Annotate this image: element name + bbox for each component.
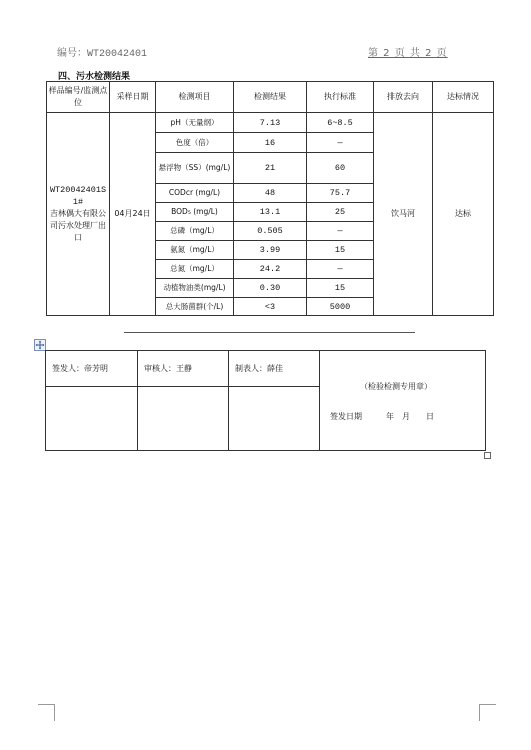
preparer-signature-space <box>229 387 320 451</box>
item-cell: 总大肠菌群(个/L) <box>156 298 234 316</box>
preparer-label: 制表人：薛佳 <box>229 351 320 387</box>
result-cell: 7.13 <box>234 113 307 133</box>
table-row <box>47 113 494 133</box>
col-header-sample: 样品编号/监测点位 <box>47 82 110 113</box>
issuer-label: 签发人：帝芳明 <box>46 351 138 387</box>
item-cell: pH（无量纲） <box>156 113 234 133</box>
page-corner-mark-left <box>38 704 55 721</box>
divider-line <box>124 332 415 333</box>
standard-cell: 75.7 <box>307 184 374 203</box>
result-cell: 13.1 <box>234 203 307 222</box>
standard-cell: 25 <box>307 203 374 222</box>
signature-label-row <box>46 351 486 387</box>
result-cell: 24.2 <box>234 260 307 279</box>
page-corner-mark-right <box>479 704 496 721</box>
item-cell: CODcr (mg/L) <box>156 184 234 203</box>
result-cell: <3 <box>234 298 307 316</box>
results-table <box>46 81 494 316</box>
result-cell: 48 <box>234 184 307 203</box>
sample-date: 04月24日 <box>110 113 156 316</box>
issue-date: 签发日期 年 月 日 <box>330 412 434 421</box>
result-cell: 21 <box>234 153 307 184</box>
standard-cell: — <box>307 222 374 241</box>
col-header-discharge: 排放去向 <box>374 82 433 113</box>
discharge-cell: 饮马河 <box>374 113 433 316</box>
item-cell: 总磷（mg/L） <box>156 222 234 241</box>
result-cell: 0.505 <box>234 222 307 241</box>
standard-cell: 6~8.5 <box>307 113 374 133</box>
item-cell: 色度（倍） <box>156 133 234 153</box>
result-cell: 0.30 <box>234 279 307 298</box>
reviewer-signature-space <box>138 387 229 451</box>
standard-cell: 15 <box>307 279 374 298</box>
sample-id: WT20042401S 1# <box>49 185 107 207</box>
sample-cell <box>47 113 110 316</box>
item-cell: 氨氮（mg/L） <box>156 241 234 260</box>
item-cell: 动植物油类(mg/L) <box>156 279 234 298</box>
result-cell: 3.99 <box>234 241 307 260</box>
sample-location: 吉林偶大有限公司污水处理厂出口 <box>50 209 106 242</box>
report-number: 编号：WT20042401 <box>57 49 148 60</box>
section-title: 四、污水检测结果 <box>58 72 131 82</box>
reviewer-label: 审核人：王静 <box>138 351 229 387</box>
col-header-result: 检测结果 <box>234 82 307 113</box>
seal-text: （检验检测专用章） <box>360 382 432 391</box>
signature-table <box>45 350 486 451</box>
standard-cell: 60 <box>307 153 374 184</box>
col-header-compliance: 达标情况 <box>433 82 494 113</box>
standard-cell: 15 <box>307 241 374 260</box>
issuer-signature-space <box>46 387 138 451</box>
page-info: 第 2 页 共 2 页 <box>368 48 448 59</box>
col-header-date: 采样日期 <box>110 82 156 113</box>
standard-cell: — <box>307 260 374 279</box>
compliance-cell: 达标 <box>433 113 494 316</box>
item-cell: BOD₅ (mg/L) <box>156 203 234 222</box>
result-cell: 16 <box>234 133 307 153</box>
col-header-item: 检测项目 <box>156 82 234 113</box>
col-header-standard: 执行标准 <box>307 82 374 113</box>
item-cell: 悬浮物（SS）(mg/L) <box>156 153 234 184</box>
item-cell: 总氮（mg/L） <box>156 260 234 279</box>
table-header-row <box>47 82 494 113</box>
seal-cell <box>320 351 486 451</box>
resize-handle-icon[interactable] <box>484 452 491 459</box>
standard-cell: 5000 <box>307 298 374 316</box>
standard-cell: — <box>307 133 374 153</box>
